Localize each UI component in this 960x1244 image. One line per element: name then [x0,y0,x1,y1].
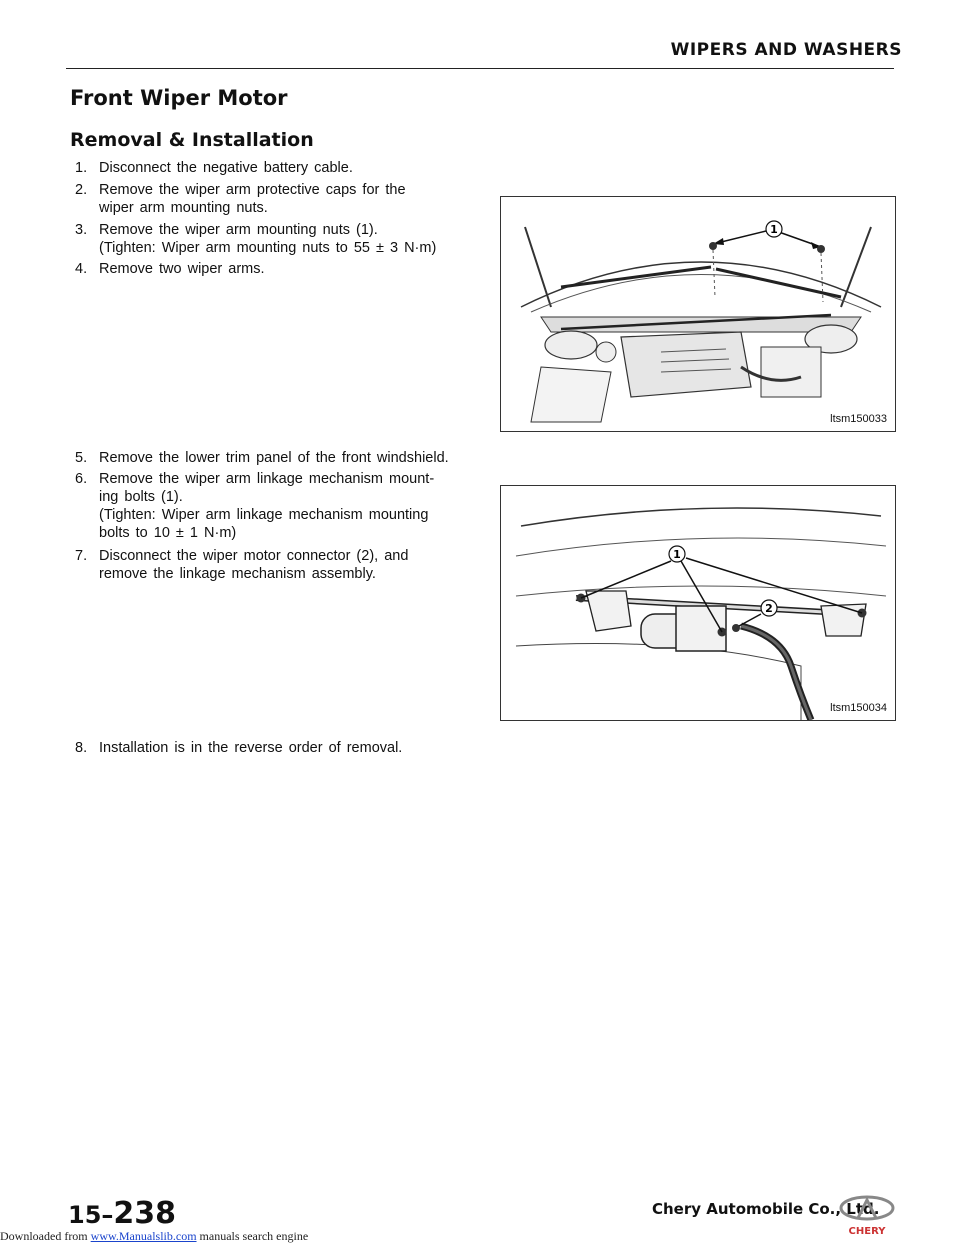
step-text: Disconnect the wiper motor connector (2), and [99,548,409,564]
step-number: 7. [75,548,88,564]
download-prefix: Downloaded from [0,1229,91,1243]
figure-engine-bay [500,196,896,432]
figure-caption: ltsm150034 [830,702,887,714]
step-text: Remove the wiper arm linkage mechanism mount- [99,471,435,487]
step-8 [75,739,467,757]
step-text-continued: wiper arm mounting nuts. [99,200,268,216]
step-text: Disconnect the negative battery cable. [99,160,353,176]
company-name: Chery Automobile Co., Ltd. [652,1200,880,1218]
figure-caption: ltsm150033 [830,413,887,425]
callout-label: 1 [770,223,778,236]
callout-label: 2 [765,602,773,615]
step-1 [75,159,467,177]
step-text-continued: ing bolts (1). [99,489,183,505]
step-number: 3. [75,222,88,238]
page-title: Front Wiper Motor [70,86,288,110]
step-2 [75,181,467,217]
step-4 [75,260,467,278]
step-text: Remove the wiper arm protective caps for the [99,182,406,198]
section-header-title: WIPERS AND WASHERS [670,40,902,60]
chery-logo-icon [836,1194,898,1236]
wiper-linkage-illustration [501,486,895,720]
logo-text: CHERY [848,1226,886,1236]
page-subtitle: Removal & Installation [70,129,314,151]
step-6 [75,470,467,542]
header-divider [66,68,894,69]
step-text-continued: remove the linkage mechanism assembly. [99,566,376,582]
step-5 [75,449,485,467]
callout-label: 1 [673,548,681,561]
step-text: Installation is in the reverse order of removal. [99,740,403,756]
callout-1 [667,544,687,564]
step-number: 4. [75,261,88,277]
step-7 [75,547,467,583]
manualslib-link[interactable]: www.Manualslib.com [90,1229,197,1243]
step-number: 8. [75,740,88,756]
step-torque-spec-continued: bolts to 10 ± 1 N·m) [99,525,237,541]
callout-1 [764,219,784,239]
page-number [68,1196,176,1231]
figure-wiper-linkage [500,485,896,721]
step-torque-spec: (Tighten: Wiper arm mounting nuts to 55 ± 3 N·m) [99,240,437,256]
download-suffix: manuals search engine [196,1229,309,1243]
step-3 [75,221,467,257]
step-number: 2. [75,182,88,198]
page-number-section: 15– [68,1201,114,1229]
engine-bay-illustration [501,197,895,431]
callout-2 [759,598,779,618]
step-text: Remove the wiper arm mounting nuts (1). [99,222,378,238]
step-number: 1. [75,160,88,176]
step-number: 5. [75,450,88,466]
step-text: Remove the lower trim panel of the front windshield. [99,450,449,466]
step-torque-spec: (Tighten: Wiper arm linkage mechanism mounting [99,507,429,523]
page-number-value: 238 [113,1196,177,1231]
step-number: 6. [75,471,88,487]
step-text: Remove two wiper arms. [99,261,265,277]
